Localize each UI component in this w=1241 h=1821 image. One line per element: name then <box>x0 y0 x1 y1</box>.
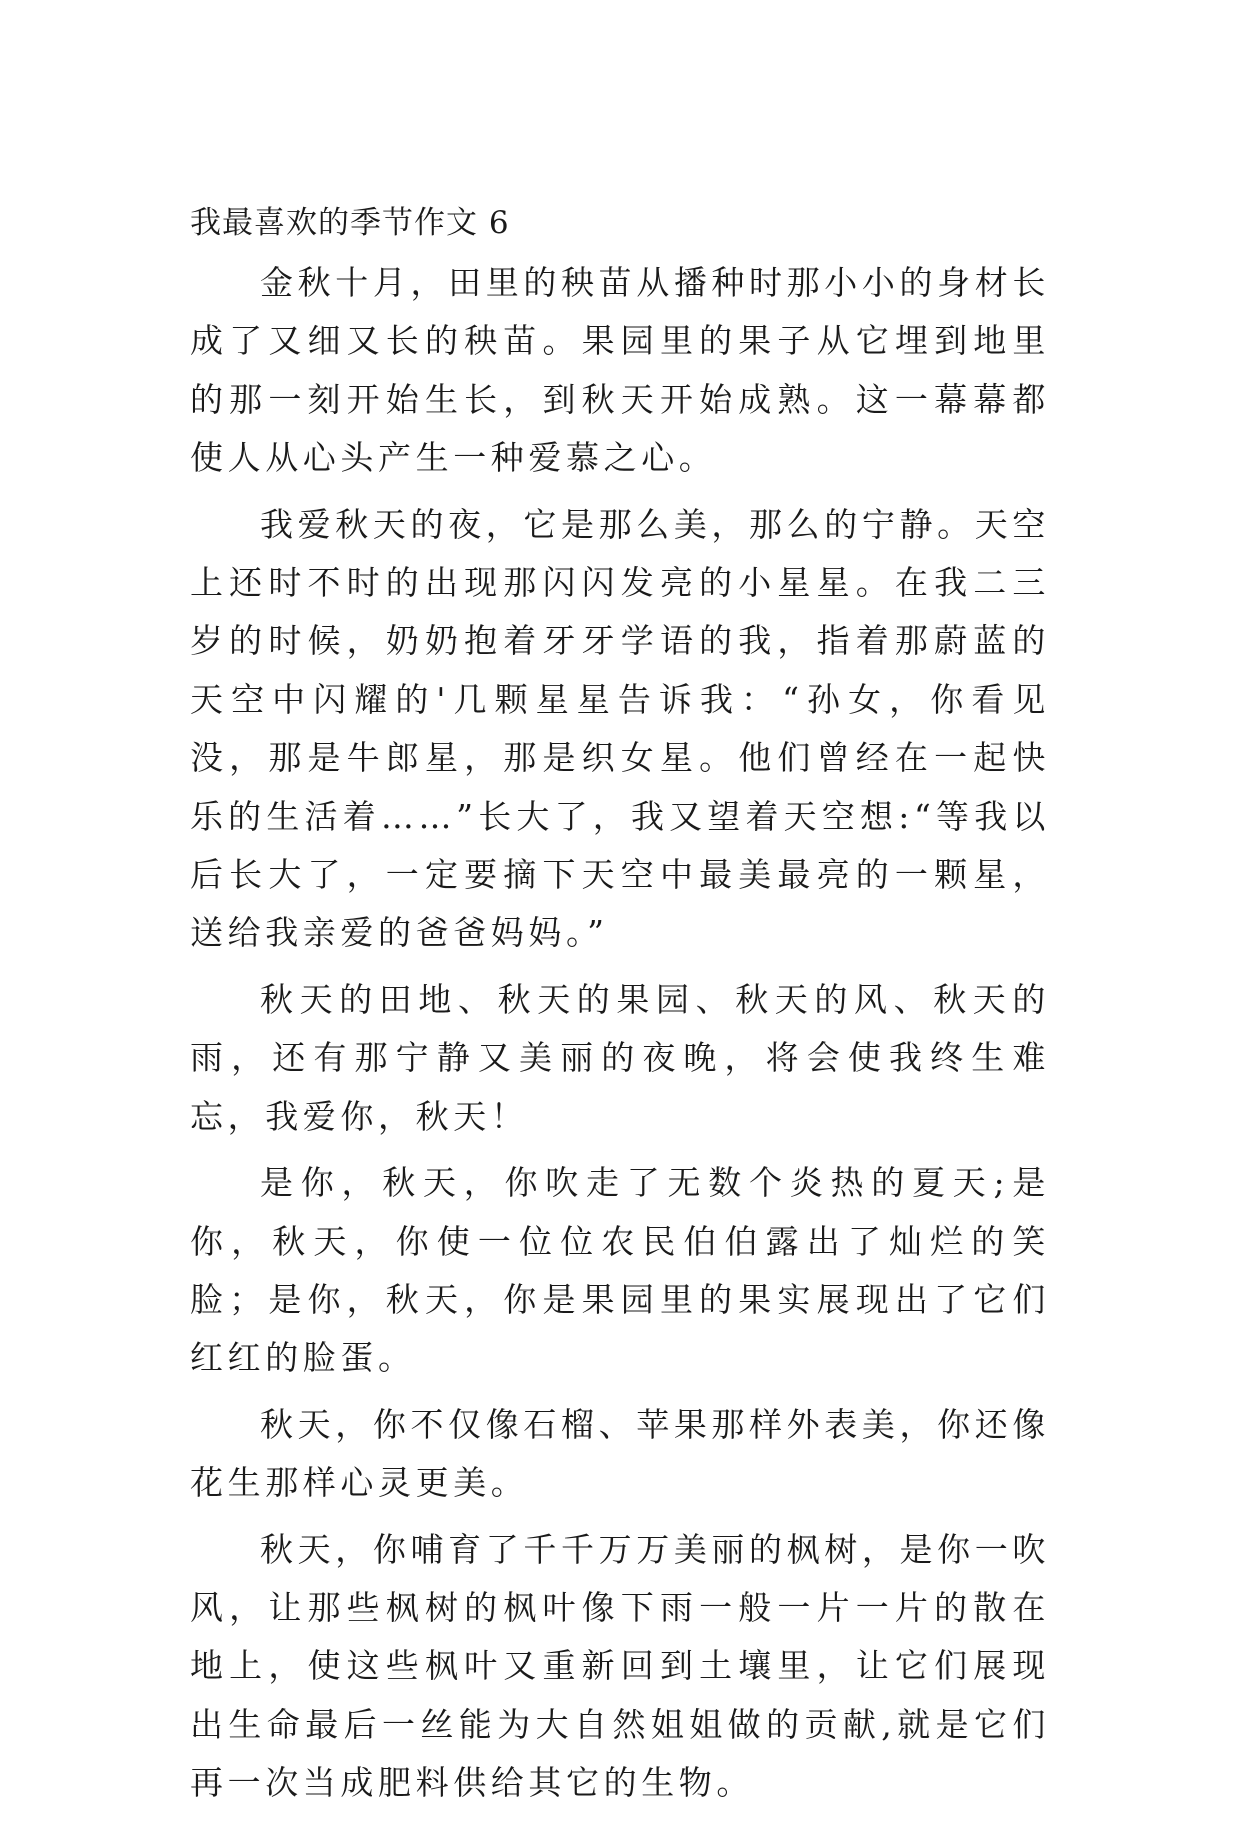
paragraph-3: 秋天的田地、秋天的果园、秋天的风、秋天的雨，还有那宁静又美丽的夜晚，将会使我终生难忘，我爱你，秋天！ <box>190 979 1050 1136</box>
paragraph-1: 金秋十月，田里的秧苗从播种时那小小的身材长成了又细又长的秧苗。果园里的果子从它埋到地里的那一刻开始生长，到秋天开始成熟。这一幕幕都使人从心头产生一种爱慕之心。 <box>190 263 1050 478</box>
document-title: 我最喜欢的季节作文 6 <box>190 205 510 241</box>
paragraph-4: 是你，秋天，你吹走了无数个炎热的夏天;是你，秋天，你使一位位农民伯伯露出了灿烂的笑脸；是你，秋天，你是果园里的果实展现出了它们红红的脸蛋。 <box>190 1163 1050 1378</box>
paragraph-6: 秋天，你哺育了千千万万美丽的枫树，是你一吹风，让那些枫树的枫叶像下雨一般一片一片的散在地上，使这些枫叶又重新回到土壤里，让它们展现出生命最后一丝能为大自然姐姐做的贡献,就是它们再一次当成肥料供给其它的生物。 <box>190 1529 1050 1803</box>
paragraph-2: 我爱秋天的夜，它是那么美，那么的宁静。天空上还时不时的出现那闪闪发亮的小星星。在我二三岁的时候，奶奶抱着牙牙学语的我，指着那蔚蓝的天空中闪耀的'几颗星星告诉我：“孙女，你看见没，那是牛郎星，那是织女星。他们曾经在一起快乐的生活着……”长大了，我又望着天空想:“等我以后长大了，一定要摘下天空中最美最亮的一颗星，送给我亲爱的爸爸妈妈。” <box>190 504 1050 953</box>
paragraph-5: 秋天，你不仅像石榴、苹果那样外表美，你还像花生那样心灵更美。 <box>190 1404 1050 1503</box>
document-page <box>190 198 1050 1821</box>
